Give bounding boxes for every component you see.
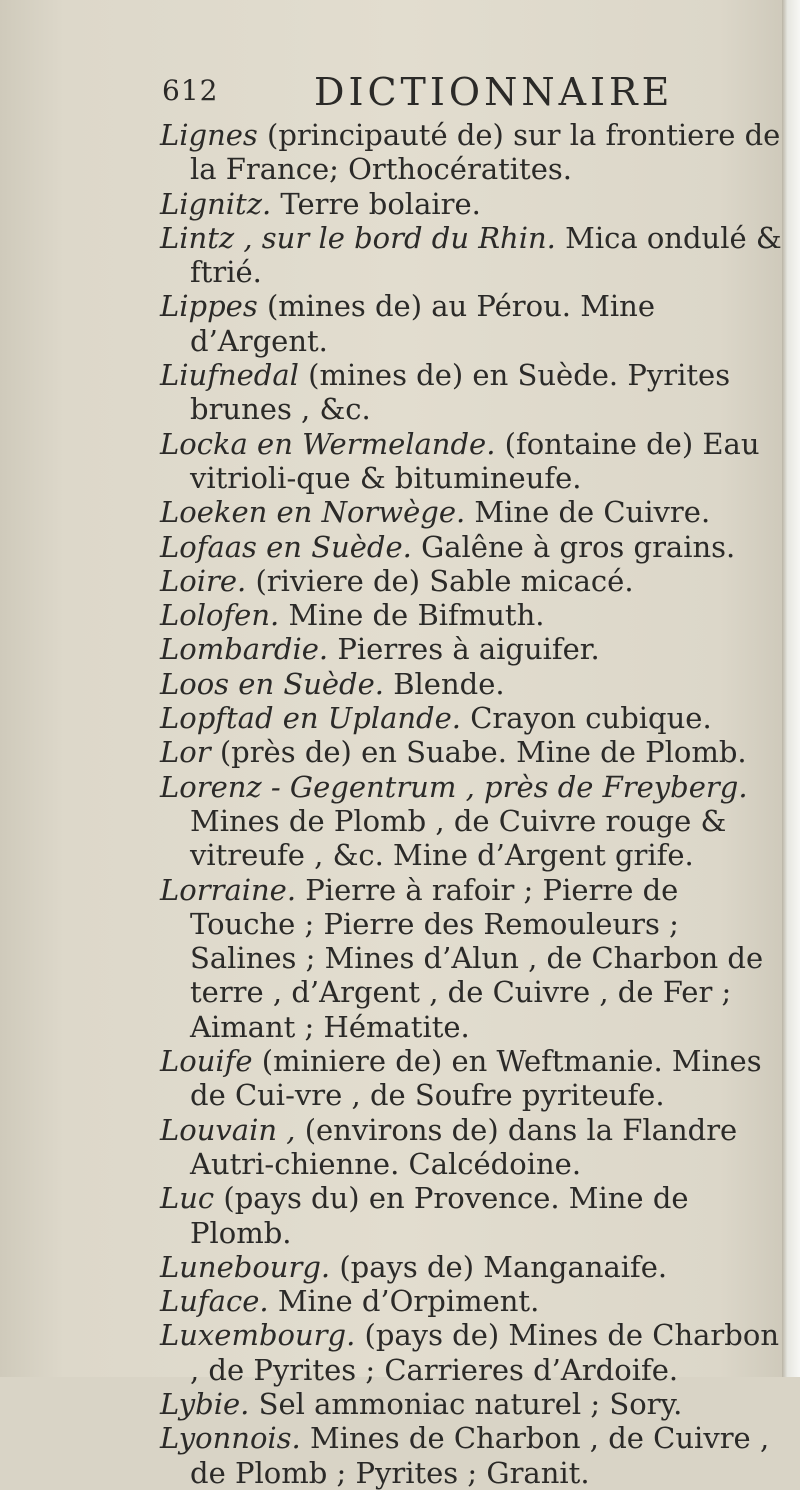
entry-lemma: Lorenz - Gegentrum , près de Freyberg. xyxy=(160,769,748,804)
entry-lemma: Lippes xyxy=(160,289,258,324)
entry xyxy=(160,667,790,701)
entry-description: (mines de) en Suède. Pyrites brunes , &c. xyxy=(190,358,731,427)
page-number: 612 xyxy=(162,74,219,107)
entry-description: Mines de Charbon , de Cuivre , de Plomb ; Pyrites ; Granit. xyxy=(190,1421,770,1490)
entry-lemma: Lintz , sur le bord du Rhin. xyxy=(160,220,556,255)
entry-lemma: Lofaas en Suède. xyxy=(160,529,412,564)
entry-description: Mine de Cuivre. xyxy=(474,495,711,530)
entry xyxy=(160,1113,790,1182)
entry-lemma: Lombardie. xyxy=(160,632,329,667)
entry xyxy=(160,221,790,290)
entry-description: Crayon cubique. xyxy=(470,701,712,736)
entry-lemma: Lyonnois. xyxy=(160,1421,301,1456)
entry xyxy=(160,564,790,598)
entry-description: (pays de) Manganaife. xyxy=(339,1249,668,1284)
entry-lemma: Lignitz. xyxy=(160,186,272,221)
entry-lemma: Luface. xyxy=(160,1284,269,1319)
entry-description: Sel ammoniac naturel ; Sory. xyxy=(258,1386,683,1421)
entry-description: (environs de) dans la Flandre Autri-chienne. Calcédoine. xyxy=(190,1112,738,1181)
entry xyxy=(160,632,790,666)
entry-description: Galêne à gros grains. xyxy=(421,529,736,564)
entry xyxy=(160,187,790,221)
entry-lemma: Luc xyxy=(160,1181,215,1216)
entry-description: Blende. xyxy=(393,666,505,701)
entry-description: Mines de Plomb , de Cuivre rouge & vitreufe , &c. Mine d’Argent grife. xyxy=(190,803,727,873)
entry xyxy=(160,289,790,358)
entry-lemma: Lopftad en Uplande. xyxy=(160,701,461,736)
entry xyxy=(160,598,790,632)
entry-description: (mines de) au Pérou. Mine d’Argent. xyxy=(190,289,656,358)
entry-lemma: Luxembourg. xyxy=(160,1318,356,1353)
entry-description: Mine d’Orpiment. xyxy=(277,1284,540,1319)
dictionary-entries xyxy=(160,118,790,1490)
entry xyxy=(160,1387,790,1421)
entry-lemma: Lor xyxy=(160,735,211,770)
entry xyxy=(160,530,790,564)
entry-lemma: Liufnedal xyxy=(160,358,299,393)
entry-description: (pays de) Mines de Charbon , de Pyrites ; Carrieres d’Ardoife. xyxy=(190,1318,779,1387)
entry-description: (miniere de) en Weftmanie. Mines de Cui-vre , de Soufre pyriteufe. xyxy=(190,1044,762,1113)
entry xyxy=(160,495,790,529)
entry xyxy=(160,1044,790,1113)
entry xyxy=(160,358,790,427)
entry-description: Terre bolaire. xyxy=(280,186,481,221)
entry-description: (riviere de) Sable micacé. xyxy=(255,563,634,598)
entry-description: (pays du) en Provence. Mine de Plomb. xyxy=(190,1181,689,1250)
entry-description: Mica ondulé & ftrié. xyxy=(190,220,782,290)
entry xyxy=(160,1421,790,1490)
entry-lemma: Louvain , xyxy=(160,1112,296,1147)
entry-description: Mine de Bifmuth. xyxy=(288,598,545,633)
entry xyxy=(160,1318,790,1387)
entry-lemma: Lignes xyxy=(160,118,258,152)
entry-description: (près de) en Suabe. Mine de Plomb. xyxy=(219,735,747,770)
entry-lemma: Lolofen. xyxy=(160,598,280,633)
entry-lemma: Locka en Wermelande. xyxy=(160,426,496,461)
entry xyxy=(160,1250,790,1284)
entry-description: Pierres à aiguifer. xyxy=(337,632,600,667)
entry-description: (principauté de) sur la frontiere de la France; Orthocératites. xyxy=(190,118,781,187)
entry-lemma: Loeken en Norwège. xyxy=(160,495,466,530)
page-header xyxy=(162,70,722,114)
entry xyxy=(160,770,790,873)
entry xyxy=(160,1284,790,1318)
entry-lemma: Lybie. xyxy=(160,1386,250,1421)
entry xyxy=(160,701,790,735)
entry xyxy=(160,1181,790,1250)
entry xyxy=(160,873,790,1044)
entry-lemma: Louife xyxy=(160,1044,253,1079)
entry xyxy=(160,427,790,496)
entry xyxy=(160,118,790,187)
entry-lemma: Lunebourg. xyxy=(160,1249,331,1284)
entry xyxy=(160,735,790,769)
running-head: DICTIONNAIRE xyxy=(314,70,674,114)
entry-lemma: Loire. xyxy=(160,563,247,598)
entry-description: Pierre à rafoir ; Pierre de Touche ; Pierre des Remouleurs ; Salines ; Mines d’Alun , de Charbon de terre , d’Argent , de Cuivre , de Fer ; Aimant ; Hématite. xyxy=(190,872,764,1044)
entry-lemma: Loos en Suède. xyxy=(160,666,384,701)
entry-description: (fontaine de) Eau vitrioli-que & bitumineufe. xyxy=(190,426,760,495)
entry-lemma: Lorraine. xyxy=(160,872,297,907)
